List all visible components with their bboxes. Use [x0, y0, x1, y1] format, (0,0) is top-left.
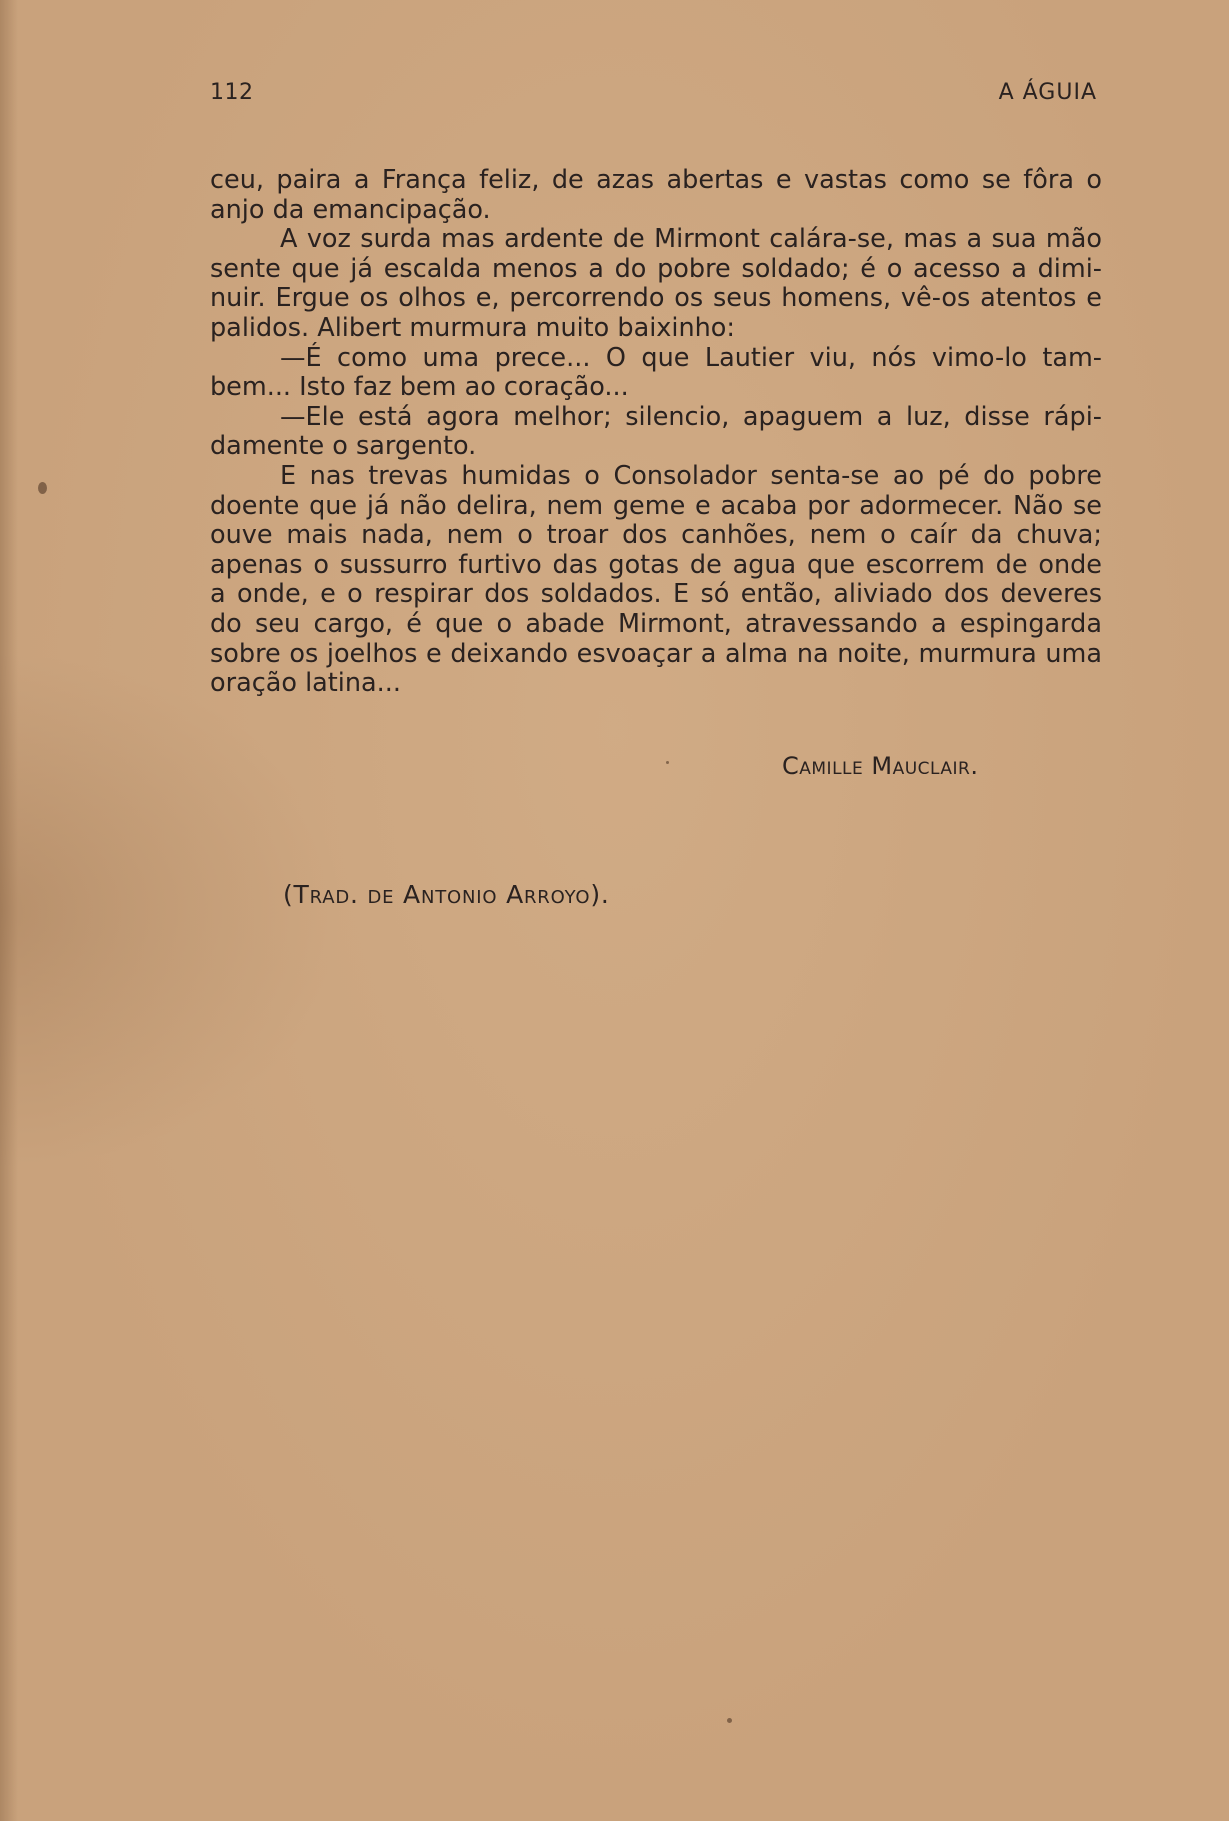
page-number: 112: [210, 80, 254, 105]
text-line: do seu cargo, é que o abade Mirmont, atravessando a espingarda: [210, 608, 1102, 639]
text-line: ceu, paira a França feliz, de azas abertas e vastas como se fôra o: [210, 165, 1102, 195]
running-head: A ÁGUIA: [998, 80, 1097, 105]
text-line: E nas trevas humidas o Consolador senta-se ao pé do pobre: [280, 460, 1102, 491]
text-line: doente que já não delira, nem geme e acaba por adormecer. Não se: [210, 490, 1102, 521]
text-line: ouve mais nada, nem o troar dos canhões, nem o caír da chuva;: [210, 520, 1102, 551]
paper-spot: [727, 1718, 732, 1723]
text-line: sente que já escalda menos a do pobre soldado; é o acesso a dimi-: [210, 253, 1102, 284]
text-line: oração latina...: [210, 668, 401, 699]
text-line: —Ele está agora melhor; silencio, apaguem a luz, disse rápi-: [280, 401, 1102, 432]
text-line: palidos. Alibert murmura muito baixinho:: [210, 312, 735, 343]
translator-note: (Trad. de Antonio Arroyo).: [283, 880, 610, 909]
text-line: damente o sargento.: [210, 431, 477, 462]
paper-spot: [38, 482, 47, 494]
text-line: anjo da emancipação.: [210, 194, 491, 225]
text-line: apenas o sussurro furtivo das gotas de agua que escorrem de onde: [210, 549, 1102, 580]
body-text: [210, 166, 1102, 699]
page-edge-shadow: [0, 0, 18, 1821]
text-line: nuir. Ergue os olhos e, percorrendo os seus homens, vê-os atentos e: [210, 283, 1102, 314]
page-header: [210, 80, 1097, 110]
text-line: bem... Isto faz bem ao coração...: [210, 372, 629, 403]
text-line: —É como uma prece... O que Lautier viu, nós vimo-lo tam-: [280, 342, 1102, 373]
text-line: A voz surda mas ardente de Mirmont calára-se, mas a sua mão: [280, 224, 1102, 255]
paper-spot: [666, 761, 669, 764]
text-line: a onde, e o respirar dos soldados. E só então, aliviado dos deveres: [210, 579, 1102, 610]
text-line: sobre os joelhos e deixando esvoaçar a alma na noite, murmura uma: [210, 638, 1102, 669]
author-signature: Camille Mauclair.: [782, 752, 979, 780]
